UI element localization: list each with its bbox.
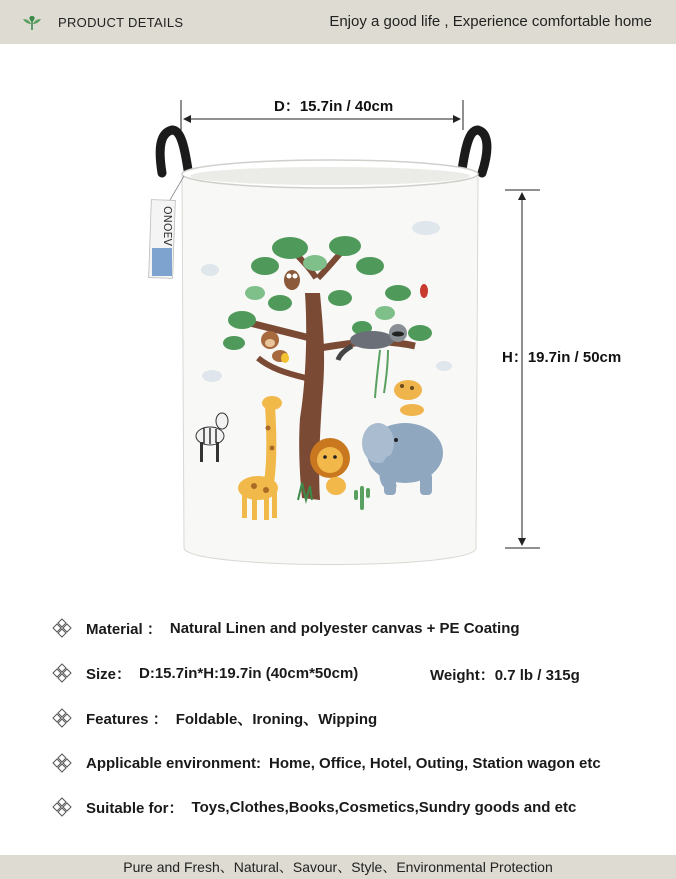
spec-key: Features ： — [86, 710, 168, 728]
header-left-title: PRODUCT DETAILS — [58, 15, 184, 30]
spec-value: Natural Linen and polyester canvas + PE Coating — [169, 619, 520, 637]
spec-key: Material ： — [86, 620, 162, 638]
footer-slogan: Pure and Fresh、Natural、Savour、Style、Environmental Protection — [123, 859, 553, 875]
spec-value: Home, Office, Hotel, Outing, Station wagon etc — [269, 754, 601, 772]
spec-value: D:15.7in*H:19.7in (40cm*50cm) — [139, 664, 359, 682]
spec-key: Size： — [86, 665, 132, 683]
header-slogan: Enjoy a good life , Experience comfortable home — [329, 13, 652, 30]
spec-weight: Weight：0.7 lb / 315g — [430, 667, 580, 684]
spec-key: Suitable for： — [86, 799, 184, 817]
diamond-bullet-icon — [50, 795, 74, 819]
diameter-label: D：15.7in / 40cm — [274, 98, 394, 115]
diamond-bullet-icon — [50, 616, 74, 640]
spec-size — [50, 661, 630, 685]
spec-key: Applicable environment: — [86, 754, 262, 772]
spec-value: Toys,Clothes,Books,Cosmetics,Sundry goods and etc — [191, 798, 577, 816]
spec-features — [50, 706, 377, 730]
diamond-bullet-icon — [50, 751, 74, 775]
spec-material — [50, 616, 520, 640]
spec-value: Foldable、Ironing、Wipping — [175, 710, 378, 728]
footer-bar — [0, 855, 676, 879]
diamond-bullet-icon — [50, 706, 74, 730]
laundry-basket-image — [140, 88, 540, 578]
spec-environment — [50, 751, 601, 775]
spec-suitable-for — [50, 795, 576, 819]
brand-tag-text: ONOEV — [161, 206, 174, 247]
diamond-bullet-icon — [50, 661, 74, 685]
height-label: H：19.7in / 50cm — [502, 349, 622, 366]
